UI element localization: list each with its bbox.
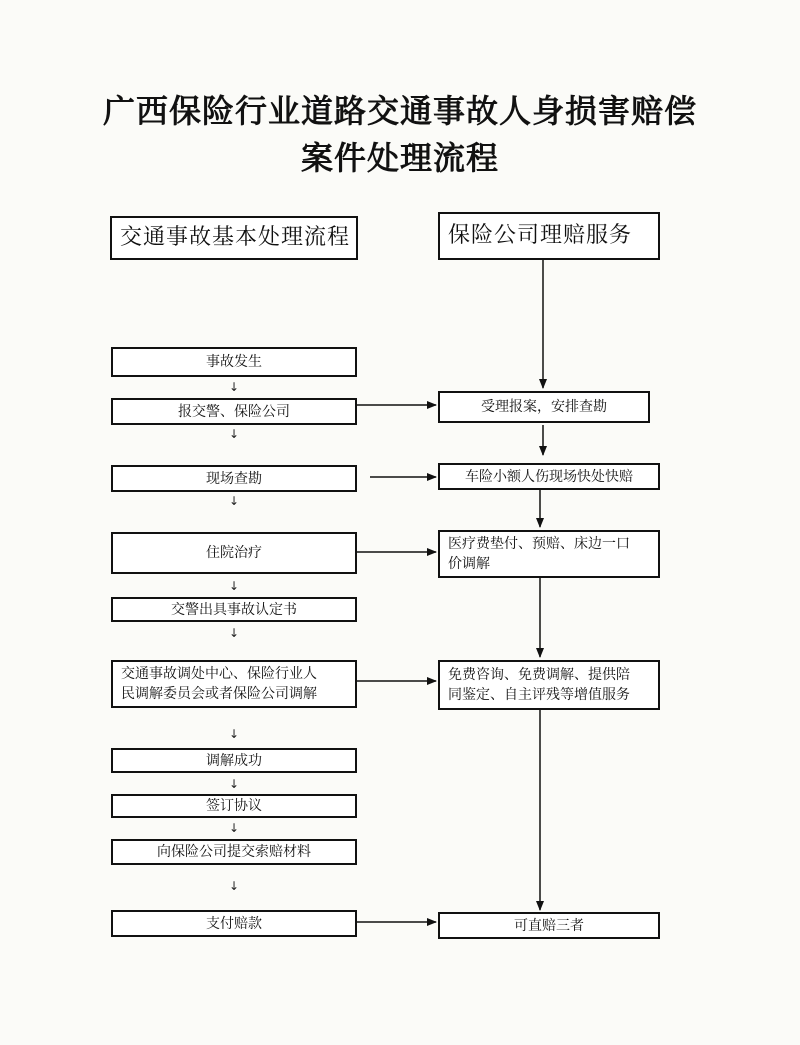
service-medical-advance: 医疗费垫付、预赔、床边一口 价调解 [438, 530, 660, 578]
down-arrow-icon: ↓ [228, 821, 240, 835]
left-column-header: 交通事故基本处理流程 [110, 216, 358, 260]
down-arrow-icon: ↓ [228, 879, 240, 893]
step-accident-occurs: 事故发生 [111, 347, 357, 377]
step-hospital-treatment: 住院治疗 [111, 532, 357, 574]
page-title: 广西保险行业道路交通事故人身损害赔偿 [102, 92, 697, 130]
page-subtitle: 案件处理流程 [300, 139, 499, 177]
down-arrow-icon: ↓ [228, 380, 240, 394]
step-pay-compensation: 支付赔款 [111, 910, 357, 937]
down-arrow-icon: ↓ [228, 427, 240, 441]
service-accept-report: 受理报案，安排查勘 [438, 391, 650, 423]
down-arrow-icon: ↓ [228, 777, 240, 791]
step-report-police-insurer: 报交警、保险公司 [111, 398, 357, 425]
step-mediation: 交通事故调处中心、保险行业人 民调解委员会或者保险公司调解 [111, 660, 357, 708]
step-sign-agreement: 签订协议 [111, 794, 357, 818]
step-submit-claim-materials: 向保险公司提交索赔材料 [111, 839, 357, 865]
right-column-header: 保险公司理赔服务 [438, 212, 660, 260]
step-accident-determination: 交警出具事故认定书 [111, 597, 357, 622]
service-value-added: 免费咨询、免费调解、提供陪 同鉴定、自主评残等增值服务 [438, 660, 660, 710]
down-arrow-icon: ↓ [228, 626, 240, 640]
service-quick-settlement: 车险小额人伤现场快处快赔 [438, 463, 660, 490]
down-arrow-icon: ↓ [228, 494, 240, 508]
service-direct-third-party: 可直赔三者 [438, 912, 660, 939]
down-arrow-icon: ↓ [228, 727, 240, 741]
step-site-survey: 现场查勘 [111, 465, 357, 492]
down-arrow-icon: ↓ [228, 579, 240, 593]
step-mediation-success: 调解成功 [111, 748, 357, 773]
